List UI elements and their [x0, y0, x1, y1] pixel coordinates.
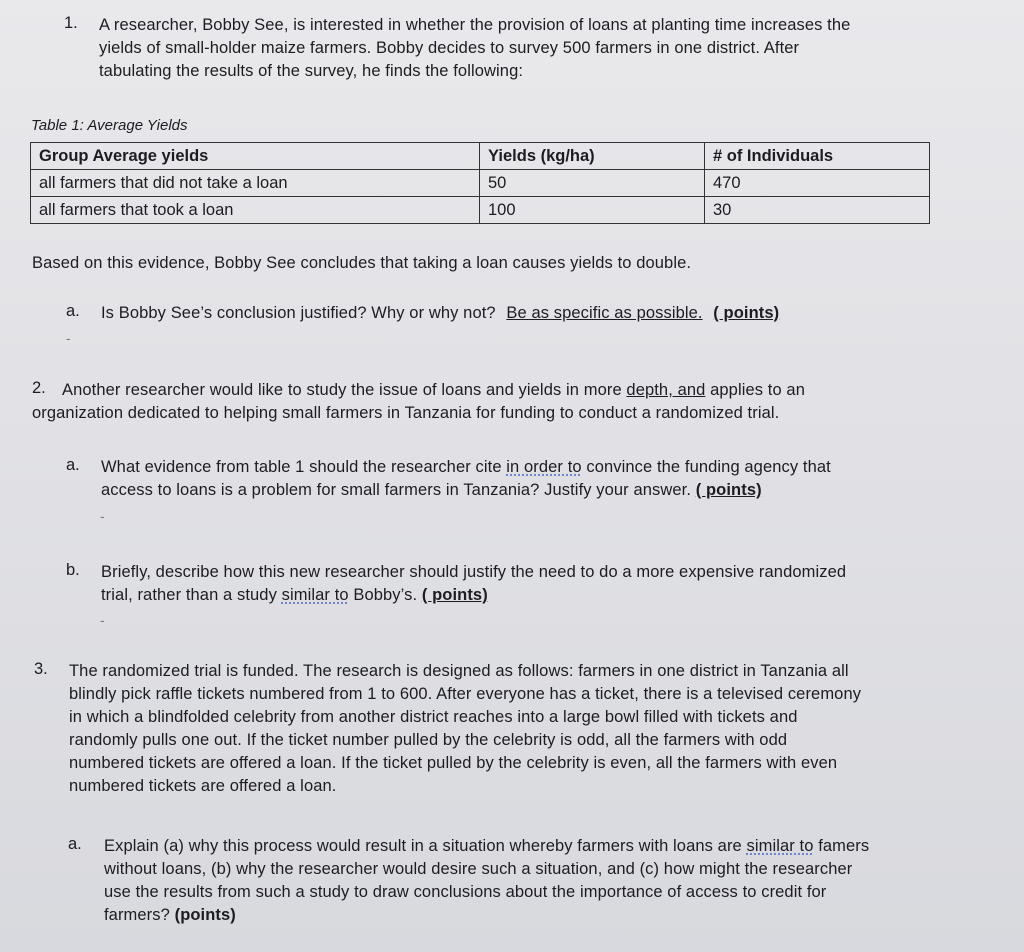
- q3a-line2: without loans, (b) why the researcher would desire such a situation, and (c) how might the researcher: [104, 860, 853, 878]
- answer-mark: -: [100, 612, 105, 628]
- row1-individuals: 470: [705, 170, 930, 197]
- q2-line2: organization dedicated to helping small farmers in Tanzania for funding to conduct a randomized trial.: [32, 404, 780, 422]
- q3a-letter: a.: [68, 835, 82, 853]
- q2-number: 2.: [32, 379, 46, 397]
- conclusion-text: Based on this evidence, Bobby See concludes that taking a loan causes yields to double.: [32, 254, 692, 272]
- q3a-line4-text: farmers?: [104, 906, 170, 924]
- q2a-line1-pre: What evidence from table 1 should the researcher cite: [101, 458, 502, 476]
- row2-individuals: 30: [705, 197, 930, 224]
- header-individuals: # of Individuals: [705, 143, 930, 170]
- q1-line1: A researcher, Bobby See, is interested in whether the provision of loans at planting time increases the: [99, 16, 851, 34]
- row1-yields: 50: [480, 170, 705, 197]
- q2b-line2: [101, 584, 1001, 607]
- q2-line1-underlined: depth, and: [626, 381, 706, 399]
- q2a-points: ( points): [695, 481, 762, 499]
- q3-line: numbered tickets are offered a loan. If the ticket pulled by the celebrity is even, all the farmers with even: [69, 754, 838, 772]
- q2-line1: [32, 379, 992, 402]
- q2-line1-post: applies to an: [710, 381, 805, 399]
- q3a-line1-underlined: similar to: [746, 837, 814, 855]
- q2a-line1: [101, 456, 1001, 479]
- row2-group: all farmers that took a loan: [31, 197, 480, 224]
- header-yields: Yields (kg/ha): [480, 143, 705, 170]
- q3a-line4: [104, 904, 1004, 927]
- q2a-line1-post: convince the funding agency that: [586, 458, 831, 476]
- q1a-question: Is Bobby See’s conclusion justified? Why or why not?: [101, 304, 496, 322]
- q3-line: blindly pick raffle tickets numbered from 1 to 600. After everyone has a ticket, there is a televised ceremony: [69, 685, 862, 703]
- table-row: [31, 197, 930, 224]
- q3a-text: [104, 835, 1004, 927]
- yields-table: [30, 142, 930, 224]
- row1-group: all farmers that did not take a loan: [31, 170, 480, 197]
- q3-line: in which a blindfolded celebrity from another district reaches into a large bowl filled with tickets and: [69, 708, 798, 726]
- q2a-letter: a.: [66, 456, 80, 474]
- answer-mark: -: [66, 330, 71, 346]
- q2-text: [32, 379, 992, 425]
- q2b-line2-pre: trial, rather than a study: [101, 586, 277, 604]
- answer-mark: -: [100, 508, 105, 524]
- q1-line2: yields of small-holder maize farmers. Bobby decides to survey 500 farmers in one district. After: [99, 39, 800, 57]
- table-header-row: [31, 143, 930, 170]
- q1-number: 1.: [64, 14, 78, 32]
- q3-line: numbered tickets are offered a loan.: [69, 777, 337, 795]
- q3a-line1-pre: Explain (a) why this process would result in a situation whereby farmers with loans are: [104, 837, 742, 855]
- q2a-line2-text: access to loans is a problem for small farmers in Tanzania? Justify your answer.: [101, 481, 692, 499]
- q2-line1-pre: Another researcher would like to study the issue of loans and yields in more: [62, 381, 622, 399]
- q2a-line2: [101, 479, 1001, 502]
- q1a-emphasis: Be as specific as possible.: [506, 304, 703, 322]
- q3-number: 3.: [34, 660, 48, 678]
- q1-line3: tabulating the results of the survey, he finds the following:: [99, 62, 524, 80]
- row2-yields: 100: [480, 197, 705, 224]
- header-group: Group Average yields: [31, 143, 480, 170]
- q2b-line1: Briefly, describe how this new researcher should justify the need to do a more expensive randomized: [101, 563, 847, 581]
- q2b-line2-post: Bobby’s.: [353, 586, 418, 604]
- q3a-line3: use the results from such a study to draw conclusions about the importance of access to credit for: [104, 883, 827, 901]
- q3-line: randomly pulls one out. If the ticket number pulled by the celebrity is odd, all the farmers with odd: [69, 731, 788, 749]
- q2b-text: [101, 561, 1001, 607]
- q1-text: [99, 14, 999, 83]
- q3a-line1-post: famers: [818, 837, 870, 855]
- q3a-line1: [104, 835, 1004, 858]
- q3-text: [69, 660, 1019, 798]
- q1a-letter: a.: [66, 302, 80, 320]
- q1a-points: ( points): [713, 304, 780, 322]
- q2b-letter: b.: [66, 561, 80, 579]
- q3a-points: (points): [174, 906, 236, 924]
- q2a-text: [101, 456, 1001, 502]
- q2b-points: ( points): [421, 586, 488, 604]
- table-row: [31, 170, 930, 197]
- q1a-text: [101, 302, 981, 325]
- q2b-line2-underlined: similar to: [281, 586, 349, 604]
- q2a-line1-underlined: in order to: [506, 458, 582, 476]
- table-caption: Table 1: Average Yields: [31, 117, 188, 134]
- q3-line: The randomized trial is funded. The research is designed as follows: farmers in one district in Tanzania all: [69, 662, 849, 680]
